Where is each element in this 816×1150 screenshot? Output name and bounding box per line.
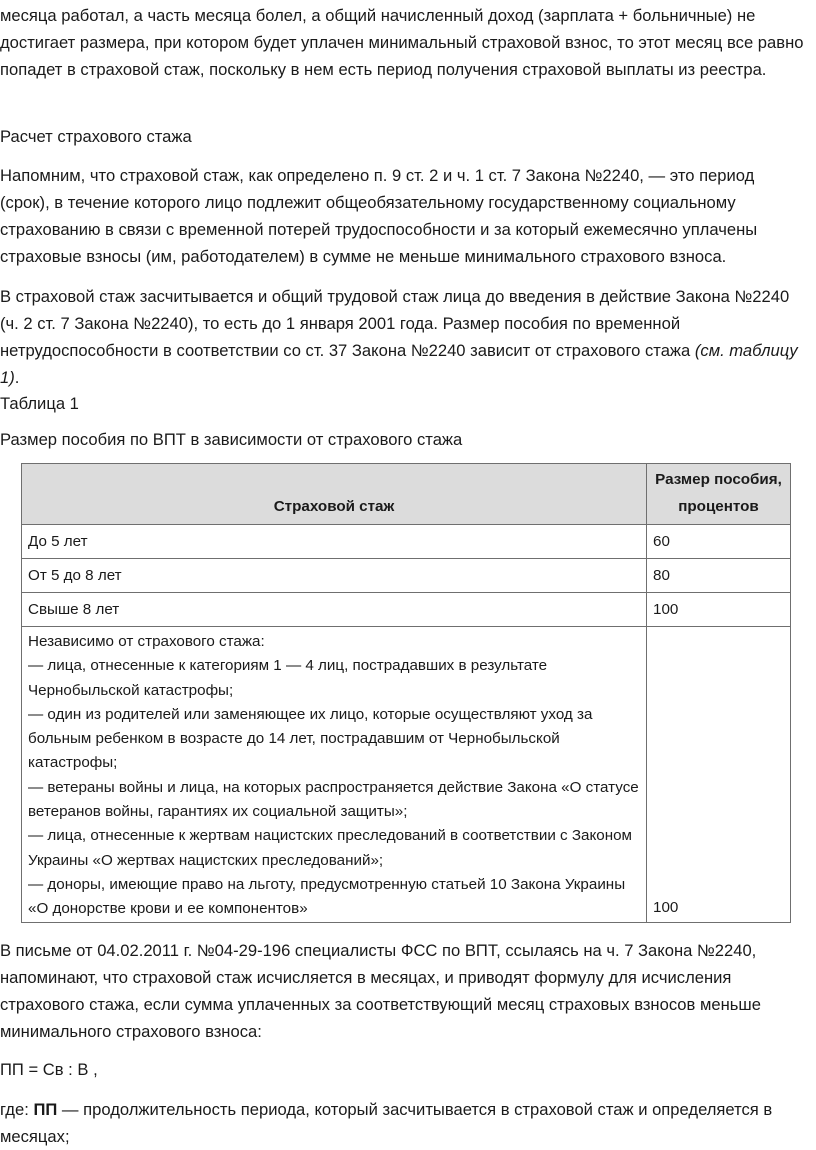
paragraph-intro: месяца работал, а часть месяца болел, а общий начисленный доход (зарплата + больничные) не достигает размера, при котором будет уплачен минимальный страховой взнос, то этот месяц все равно попадет в страховой стаж, поскольку в нем есть период получения страховой выплаты из реестра. — [0, 6, 804, 79]
cell-stazh: Свыше 8 лет — [22, 593, 647, 627]
cell-value: 80 — [647, 559, 791, 593]
cell-stazh: От 5 до 8 лет — [22, 559, 647, 593]
special-line: — лица, отнесенные к категориям 1 — 4 лиц, пострадавших в результате Чернобыльской катастрофы; — [28, 657, 548, 699]
section-heading: Расчет страхового стажа — [0, 127, 192, 146]
table-reference: (см. таблицу 1) — [0, 341, 798, 387]
benefit-table — [21, 463, 791, 923]
explanation-text: — продолжительность периода, который засчитывается в страховой стаж и определяется в месяцах; — [0, 1100, 773, 1146]
table-header-row — [22, 464, 791, 525]
table-row — [22, 593, 791, 627]
special-line: — один из родителей или заменяющее их лицо, которые осуществляют уход за больным ребенком в возрасте до 14 лет, пострадавшим от Чернобыльской катастрофы; — [28, 705, 593, 772]
table-row — [22, 559, 791, 593]
paragraph-general-stazh — [0, 283, 805, 391]
special-line: — лица, отнесенные к жертвам нацистских преследований в соответствии с Законом Украины «О жертвах нацистских преследований»; — [28, 827, 632, 869]
cell-special-value: 100 — [647, 627, 791, 923]
table-row — [22, 525, 791, 559]
paragraph-general-stazh-text: В страховой стаж засчитывается и общий трудовой стаж лица до введения в действие Закона №2240 (ч. 2 ст. 7 Закона №2240), то есть до 1 января 2001 года. Размер пособия по временной нетрудоспособности в соответствии со ст. 37 Закона №2240 зависит от страхового стажа — [0, 287, 790, 360]
table-row-special — [22, 627, 791, 923]
special-line: — ветераны войны и лица, на которых распространяется действие Закона «О статусе ветеранов войны, гарантиях их социальной защиты»; — [28, 778, 639, 821]
table-label: Таблица 1 — [0, 394, 79, 413]
paragraph-definition: Напомним, что страховой стаж, как определено п. 9 ст. 2 и ч. 1 ст. 7 Закона №2240, — это период (срок), в течение которого лицо подлежит общеобязательному государственному социальному страхованию в связи с временной потерей трудоспособности и за который ежемесячно уплачены страховые взносы (им, работодателем) в сумме не меньше минимального страхового взноса. — [0, 166, 758, 266]
explanation-term: ПП — [33, 1100, 58, 1119]
header-stazh: Страховой стаж — [22, 464, 647, 525]
cell-stazh: До 5 лет — [22, 525, 647, 559]
paragraph-formula-explanation — [0, 1096, 805, 1150]
paragraph-end-dot: . — [14, 368, 20, 387]
cell-special-categories — [22, 627, 647, 923]
special-line: — доноры, имеющие право на льготу, предусмотренную статьей 10 Закона Украины «О донорстве крови и ее компонентов» — [28, 875, 626, 918]
cell-value: 100 — [647, 593, 791, 627]
special-line: Независимо от страхового стажа: — [28, 633, 265, 650]
paragraph-fss-letter: В письме от 04.02.2011 г. №04-29-196 специалисты ФСС по ВПТ, ссылаясь на ч. 7 Закона №2240, напоминают, что страховой стаж исчисляется в месяцах, и приводят формулу для исчисления страхового стажа, если сумма уплаченных за соответствующий месяц страховых взносов меньше минимального страхового взноса: — [0, 941, 761, 1041]
cell-value: 60 — [647, 525, 791, 559]
table-caption: Размер пособия по ВПТ в зависимости от страхового стажа — [0, 430, 463, 449]
formula: ПП = Св : В , — [0, 1060, 98, 1079]
explanation-prefix: где: — [0, 1100, 34, 1119]
header-benefit-size: Размер пособия, процентов — [647, 464, 791, 525]
